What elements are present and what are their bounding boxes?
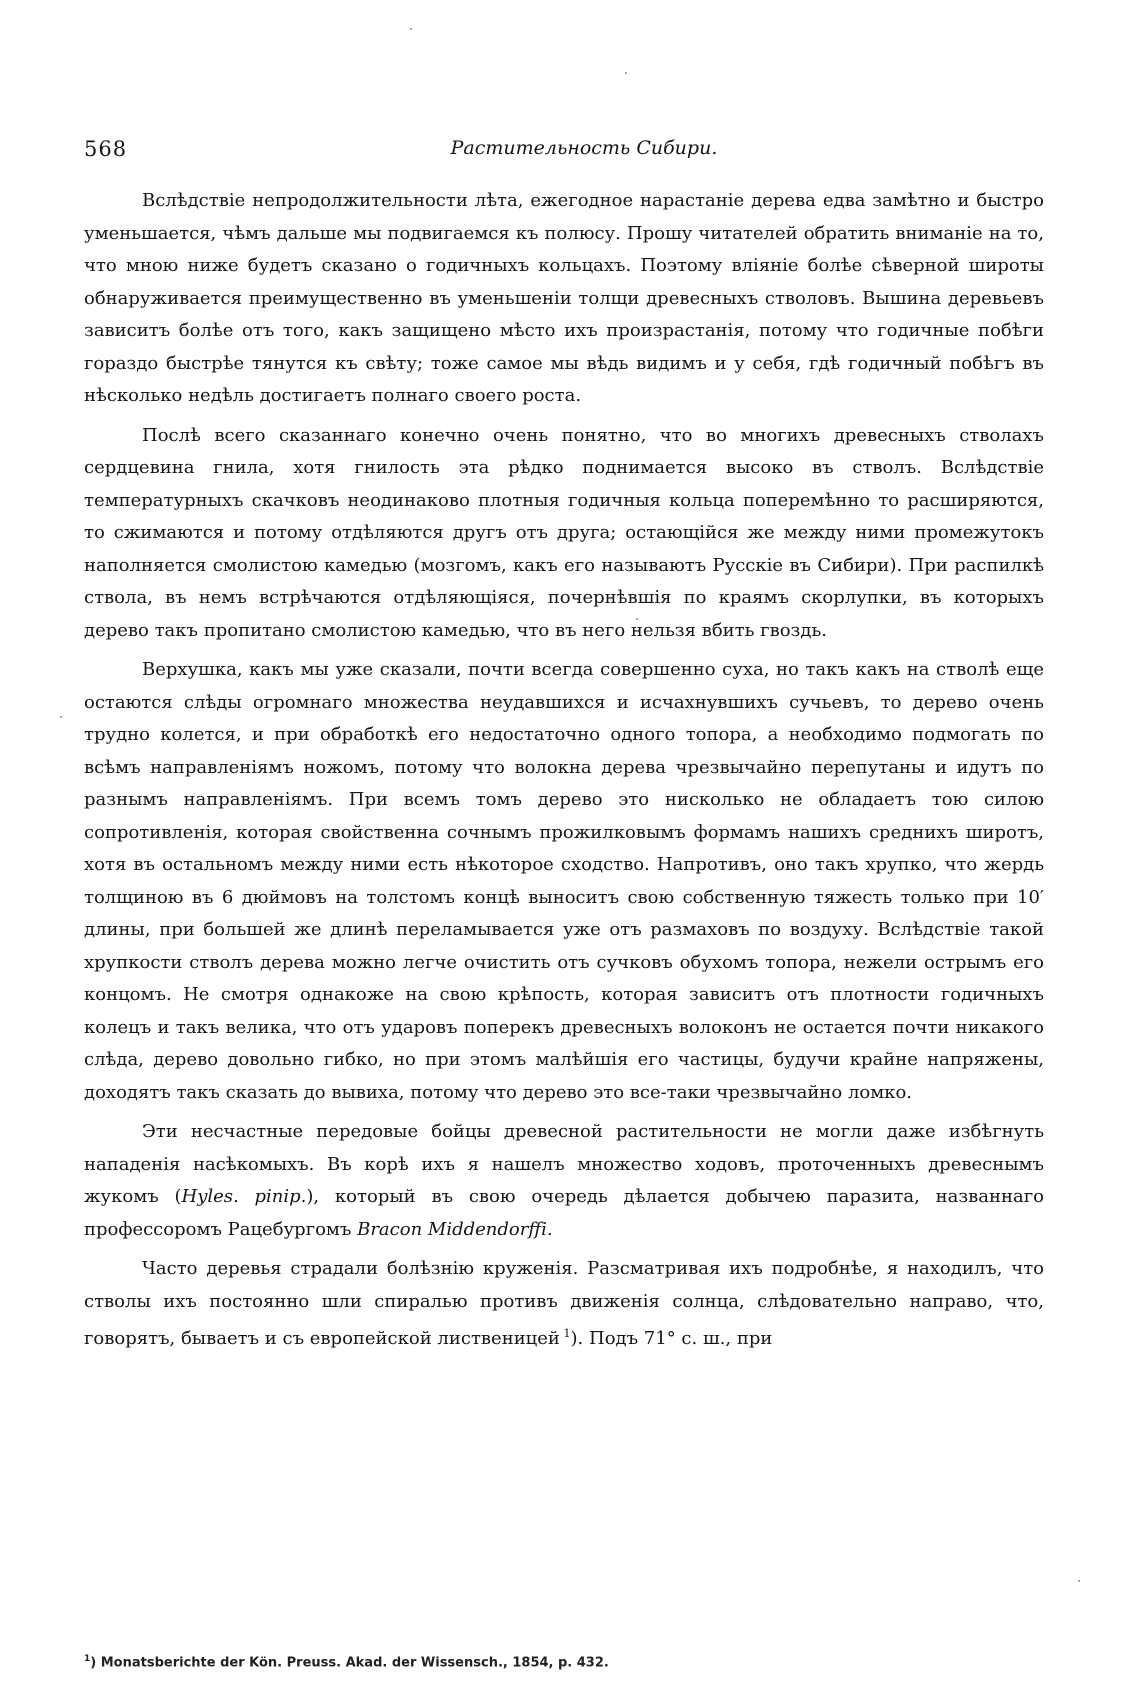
paragraph-text: ). Подъ 71° с. ш., при: [570, 1328, 773, 1349]
footnote-marker: 1: [84, 1654, 91, 1664]
scan-speck: [410, 28, 412, 30]
species-name: Bracon Middendorffi.: [357, 1218, 553, 1240]
running-title: Растительность Сибири.: [450, 137, 718, 159]
scan-speck: [625, 72, 627, 74]
scan-speck: [60, 716, 62, 718]
species-name: Hyles. pinip.: [181, 1186, 307, 1207]
paragraph: Верхушка, какъ мы уже сказали, почти всегда совершенно суха, но такъ какъ на стволѣ еще остаются слѣды огромнаго множества неудавшихся и исчахнувшихъ сучьевъ, то дерево очень трудно колется, и при обработкѣ его недостаточно одного топора, а необходимо подмогать по всѣмъ направленіямъ ножомъ, потому что волокна дерева чрезвычайно перепутаны и идутъ по разнымъ направленіямъ. При всемъ томъ дерево это нисколько не обладаетъ тою силою сопротивленія, которая свойственна сочнымъ прожилковымъ формамъ нашихъ среднихъ широтъ, хотя въ остальномъ между ними есть нѣкоторое сходство. Напротивъ, оно такъ хрупко, что жердь толщиною въ 6 дюймовъ на толстомъ концѣ выноситъ свою собственную тяжесть только при 10′ длины, при большей же длинѣ переламывается уже отъ размаховъ по воздуху. Вслѣдствіе такой хрупкости стволъ дерева можно легче очистить отъ сучковъ обухомъ топора, нежели острымъ его концомъ. Не смотря однакоже на свою крѣпость, которая зависитъ отъ плотности годичныхъ колецъ и такъ велика, что отъ ударовъ поперекъ древесныхъ волоконъ не остается почти никакого слѣда, дерево довольно гибко, но при этомъ малѣйшія его частицы, будучи крайне напряжены, доходятъ такъ сказать до вывиха, потому что дерево это все-таки чрезвычайно ломко.: [84, 659, 1044, 1103]
paragraph: [84, 1116, 1044, 1246]
page-header: [84, 137, 1044, 167]
paragraph-text: ), который въ свою очередь дѣлается добычею паразита, названнаго профессоромъ Рацебургомъ: [84, 1186, 1044, 1240]
paragraph-text: Эти несчастные передовые бойцы древесной растительности не могли даже избѣгнуть нападенія насѣкомыхъ. Въ корѣ ихъ я нашелъ множество ходовъ, проточенныхъ древеснымъ жукомъ (: [84, 1121, 1044, 1207]
paragraph: Вслѣдствіе непродолжительности лѣта, ежегодное нарастаніе дерева едва замѣтно и быстро уменьшается, чѣмъ дальше мы подвигаемся къ полюсу. Прошу читателей обратить вниманіе на то, что мною ниже будетъ сказано о годичныхъ кольцахъ. Поэтому вліяніе болѣе сѣверной широты обнаруживается преимущественно въ уменьшеніи толщи древесныхъ стволовъ. Вышина деревьевъ зависитъ болѣе отъ того, какъ защищено мѣсто ихъ произрастанія, потому что годичные побѣги гораздо быстрѣе тянутся къ свѣту; тоже самое мы вѣдь видимъ и у себя, гдѣ годичный побѣгъ въ нѣсколько недѣль достигаетъ полнаго своего роста.: [84, 190, 1044, 406]
footnote: [84, 1654, 1044, 1670]
paragraph: Послѣ всего сказаннаго конечно очень понятно, что во многихъ древесныхъ стволахъ сердцевина гнила, хотя гнилость эта рѣдко поднимается высоко въ стволъ. Вслѣдствіе температурныхъ скачковъ неодинаково плотныя годичныя кольца поперемѣнно то расширяются, то сжимаются и потому отдѣляются другъ отъ друга; остающійся же между ними промежутокъ наполняется смолистою камедью (мозгомъ, какъ его называютъ Русскіе въ Сибири). При распилкѣ ствола, въ немъ встрѣчаются отдѣляющіяся, почернѣвшія по краямъ скорлупки, въ которыхъ дерево такъ пропитано смолистою камедью, что въ него нельзя вбить гвоздь.: [84, 424, 1044, 641]
paragraph-text: Часто деревья страдали болѣзнію круженія. Разсматривая ихъ подробнѣе, я находилъ, что стволы ихъ постоянно шли спиралью противъ движенія солнца, слѣдовательно направо, что, говорятъ, бываетъ и съ европейской лиственицей: [84, 1258, 1044, 1349]
footnote-reference: 1: [563, 1327, 571, 1340]
body-text: [84, 185, 1044, 1363]
scan-speck: [1078, 1580, 1080, 1582]
page-number: 568: [84, 137, 128, 161]
paragraph: [84, 1253, 1044, 1356]
footnote-text: ) Monatsberichte der Kön. Preuss. Akad. der Wissensch., 1854, p. 432.: [90, 1655, 609, 1671]
